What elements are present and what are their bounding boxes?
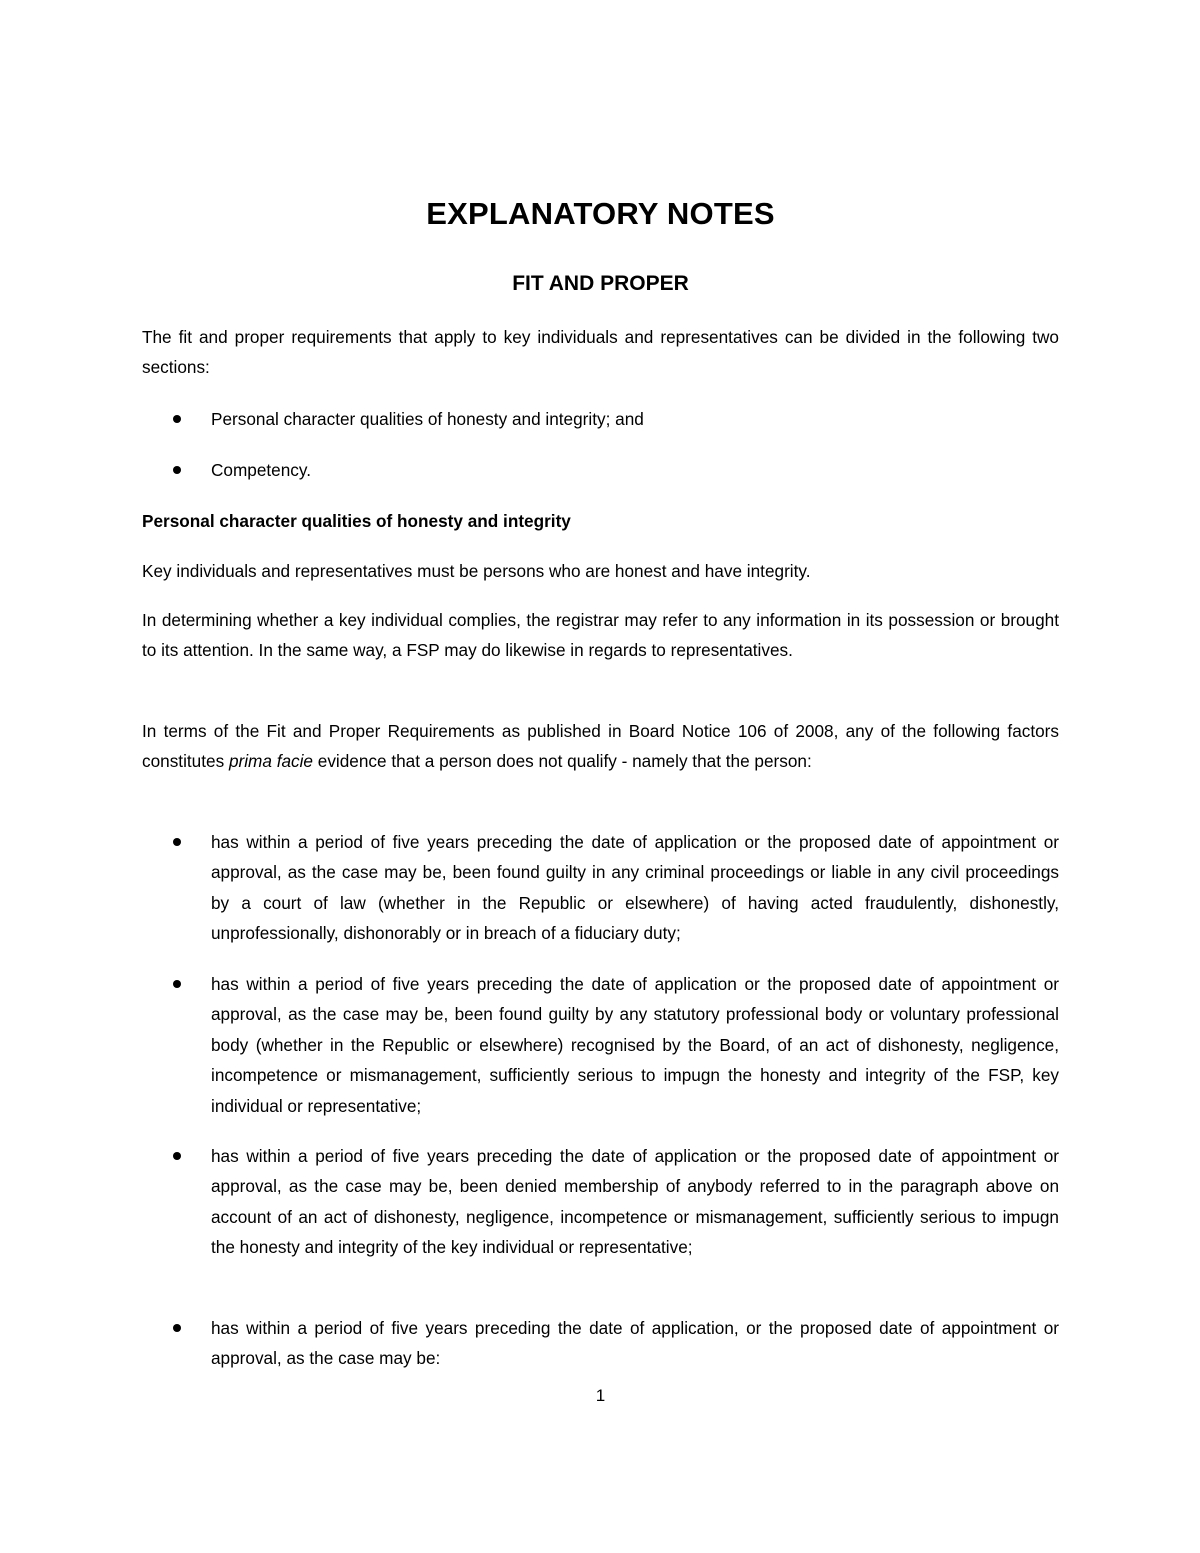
bullet-icon (173, 415, 181, 423)
terms-text-before: In terms of the Fit and Proper Requirements as published in Board Notice 106 of 2008, any of the following factors constitutes (142, 721, 1059, 772)
intro-paragraph: The fit and proper requirements that apply to key individuals and representatives can be divided in the following two sections: (142, 327, 1059, 378)
list-item-text: Competency. (211, 460, 311, 480)
bullet-icon (173, 1324, 181, 1332)
list-item-text: Personal character qualities of honesty and integrity; and (211, 409, 644, 429)
terms-paragraph (142, 716, 1059, 777)
document-title: EXPLANATORY NOTES (426, 196, 775, 231)
bullet-icon (173, 1152, 181, 1160)
section-heading: Personal character qualities of honesty and integrity (142, 511, 571, 531)
factor-text: has within a period of five years preceding the date of application or the proposed date of appointment or approval, as the case may be, been found guilty in any criminal proceedings or liable in any civil proceedings by a court of law (whether in the Republic or elsewhere) of having acted fraudulently, dishonestly, unprofessionally, dishonorably or in breach of a fiduciary duty; (211, 832, 1059, 944)
page-number: 1 (595, 1386, 606, 1405)
bullet-icon (173, 466, 181, 474)
list-item (142, 827, 1059, 949)
terms-italic: prima facie (228, 751, 313, 772)
list-item (142, 404, 1059, 434)
determining-paragraph: In determining whether a key individual complies, the registrar may refer to any information in its possession or brought to its attention. In the same way, a FSP may do likewise in regards to representatives. (142, 610, 1059, 661)
document-subtitle: FIT AND PROPER (512, 272, 689, 295)
bullet-icon (173, 980, 181, 988)
factor-text: has within a period of five years preceding the date of application, or the proposed date of appointment or approval, as the case may be: (211, 1318, 1059, 1369)
factor-text: has within a period of five years preceding the date of application or the proposed date of appointment or approval, as the case may be, been denied membership of anybody referred to in the paragraph above on account of an act of dishonesty, negligence, incompetence or mismanagement, sufficiently serious to impugn the honesty and integrity of the key individual or representative; (211, 1146, 1059, 1258)
list-item (142, 1141, 1059, 1263)
bullet-icon (173, 838, 181, 846)
honesty-paragraph: Key individuals and representatives must be persons who are honest and have integrity. (142, 561, 811, 581)
factor-text: has within a period of five years preceding the date of application or the proposed date of appointment or approval, as the case may be, been found guilty by any statutory professional body or voluntary professional body (whether in the Republic or elsewhere) recognised by the Board, of an act of dishonesty, negligence, incompetence or mismanagement, sufficiently serious to impugn the honesty and integrity of the FSP, key individual or representative; (211, 974, 1059, 1116)
list-item (142, 969, 1059, 1121)
list-item (142, 1313, 1059, 1374)
list-item (142, 455, 1059, 485)
document-page (142, 0, 1059, 1553)
terms-text-after: evidence that a person does not qualify - namely that the person: (313, 751, 812, 772)
